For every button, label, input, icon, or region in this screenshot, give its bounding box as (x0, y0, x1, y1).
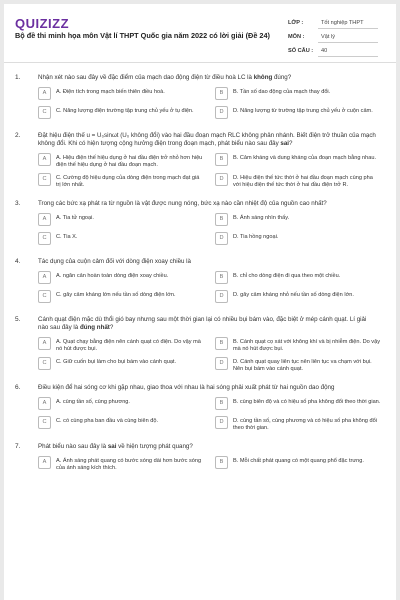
option-text: C. Tia X. (56, 234, 78, 240)
answer-options (38, 154, 382, 189)
option-letter-box[interactable]: A (38, 456, 51, 469)
answer-option-d[interactable] (215, 291, 382, 305)
meta-value: Tốt nghiệp THPT (318, 18, 378, 29)
option-letter-box[interactable]: B (215, 456, 228, 469)
option-text: A. Điện tích trong mạch biến thiên điều hoà. (56, 89, 165, 95)
option-letter-box[interactable]: B (215, 337, 228, 350)
question-number: 5. (15, 316, 21, 323)
option-text: C. Cường độ hiệu dụng của dòng điện trong mạch đạt giá trị lớn nhất. (56, 175, 200, 188)
meta-row-count (288, 44, 378, 58)
option-text: D. Cánh quạt quay liên tục nên liên tục va chạm với bụi. Nên bụi bám vào cánh quạt. (233, 359, 372, 372)
answer-option-a[interactable] (38, 398, 205, 412)
option-text: B. Mỗi chất phát quang có một quang phổ đặc trưng. (233, 458, 364, 464)
option-letter-box[interactable]: D (215, 290, 228, 303)
question-number: 1. (15, 74, 21, 81)
meta-row-subject (288, 30, 378, 44)
option-text: B. Cảm kháng và dung kháng của đoạn mạch bằng nhau. (233, 155, 377, 161)
option-letter-box[interactable]: B (215, 213, 228, 226)
option-letter-box[interactable]: D (215, 173, 228, 186)
option-text: D. cùng tần số, cùng phương và có hiệu số pha không đổi theo thời gian. (233, 418, 377, 431)
answer-option-c[interactable] (38, 417, 205, 432)
question-emphasis: sai (107, 443, 117, 450)
answer-option-d[interactable] (215, 417, 382, 432)
answer-options (38, 272, 382, 305)
option-text: D. gây cảm kháng nhỏ nếu tần số dòng điện lớn. (233, 292, 354, 298)
meta-value: Vật lý (318, 32, 378, 43)
option-letter-box[interactable]: C (38, 290, 51, 303)
question-text-part: Điều kiện để hai sóng cơ khi gặp nhau, giao thoa với nhau là hai sóng phải xuất phát từ hai nguồn dao động (38, 384, 335, 391)
question-number: 2. (15, 132, 21, 139)
meta-label: MÔN : (288, 34, 305, 40)
option-letter-box[interactable]: C (38, 357, 51, 370)
meta-value: 40 (318, 46, 378, 57)
answer-option-c[interactable] (38, 358, 205, 373)
option-text: A. Ánh sáng phát quang có bước sóng dài hơn bước sóng của ánh sáng kích thích. (56, 458, 202, 471)
question-text-part: Tác dụng của cuộn cảm đối với dòng điện xoay chiều là (38, 258, 191, 265)
option-letter-box[interactable]: C (38, 106, 51, 119)
question-1 (4, 74, 396, 121)
option-text: B. Cánh quạt cọ xát với không khí và bị nhiễm điện. Do vậy mà nó hút được bụi. (233, 339, 381, 352)
option-text: C. gây cảm kháng lớn nếu tần số dòng điện lớn. (56, 292, 176, 298)
option-text: D. Hiệu điện thế tức thời ở hai đầu đoạn mạch cùng pha với hiệu điện thế tức thời ở hai đầu điện trở R. (233, 175, 373, 188)
meta-row-class (288, 16, 378, 30)
quizizz-logo: QUIZIZZ (15, 16, 70, 31)
option-text: B. cùng biên độ và có hiệu số pha không đổi theo thời gian. (233, 399, 381, 405)
question-text-part: Nhận xét nào sau đây về đặc điểm của mạch dao động điện từ điều hoà LC là (38, 74, 254, 81)
option-letter-box[interactable]: D (215, 357, 228, 370)
question-5 (4, 316, 396, 373)
option-letter-box[interactable]: C (38, 232, 51, 245)
question-list (4, 74, 396, 483)
question-emphasis: đúng nhất (79, 324, 110, 331)
question-text (38, 443, 378, 451)
option-text: D. Tia hồng ngoại. (233, 234, 279, 240)
answer-option-a[interactable] (38, 338, 205, 353)
answer-option-c[interactable] (38, 291, 205, 305)
question-text-part: ? (109, 324, 114, 331)
question-text-part: Phát biểu nào sau đây là (38, 443, 108, 450)
question-number: 6. (15, 384, 21, 391)
answer-option-a[interactable] (38, 272, 205, 286)
answer-option-c[interactable] (38, 107, 205, 121)
question-text-part: Đặt hiệu điện thế u = U₀sinωt (U₀ không đổi) vào hai đầu đoạn mạch RLC không phân nhánh. Biết điện trở thuần của mạch không đổi. Khi có hiện tượng cộng hưởng điện trong đoạn mạch, phát biểu nào sau đây (38, 132, 376, 147)
question-number: 4. (15, 258, 21, 265)
answer-option-b[interactable] (215, 338, 382, 353)
answer-option-d[interactable] (215, 358, 382, 373)
worksheet-meta (288, 16, 378, 58)
answer-options (38, 338, 382, 373)
option-text: A. Hiệu điện thế hiệu dụng ở hai đầu điện trở nhỏ hơn hiệu điện thế hiệu dụng ở hai đầu đoạn mạch. (56, 155, 203, 168)
meta-label: LỚP : (288, 20, 304, 26)
option-letter-box[interactable]: D (215, 232, 228, 245)
meta-label: SỐ CÂU : (288, 48, 314, 54)
option-letter-box[interactable]: B (215, 87, 228, 100)
question-text (38, 200, 378, 208)
question-text (38, 384, 378, 392)
option-text: C. Giữ cuốn bụi làm cho bụi bám vào cánh quạt. (56, 359, 177, 365)
option-letter-box[interactable]: A (38, 213, 51, 226)
option-text: C. Năng lượng điện trường tập trung chủ yếu ở tụ điện. (56, 108, 194, 114)
question-text-part: Cánh quạt điện mặc dù thổi gió bay nhưng sau một thời gian lại có nhiều bụi bám vào, đặc biệt ở mép cánh quạt. Lí giải nào sau đây là (38, 316, 367, 331)
answer-option-d[interactable] (215, 107, 382, 121)
option-letter-box[interactable]: A (38, 153, 51, 166)
question-text-part: Trong các bức xạ phát ra từ nguồn là vật được nung nóng, bức xạ nào cần nhiệt độ của nguồn cao nhất? (38, 200, 327, 207)
answer-option-c[interactable] (38, 174, 205, 189)
answer-option-b[interactable] (215, 88, 382, 102)
answer-options (38, 457, 382, 472)
answer-option-c[interactable] (38, 233, 205, 247)
option-text: B. Ánh sáng nhìn thấy. (233, 215, 290, 221)
option-text: D. Năng lượng từ trường tập trung chủ yếu ở cuộn cảm. (233, 108, 373, 114)
question-text-part: về hiện tượng phát quang? (116, 443, 193, 450)
option-text: A. Tia tử ngoại. (56, 215, 94, 221)
worksheet-header (4, 4, 396, 63)
worksheet-page (4, 4, 396, 600)
answer-option-a[interactable] (38, 154, 205, 169)
option-text: B. Tần số dao động của mạch thay đổi. (233, 89, 331, 95)
answer-options (38, 88, 382, 121)
answer-option-b[interactable] (215, 154, 382, 169)
question-text-part: ? (289, 140, 293, 147)
worksheet-title: Bộ đề thi minh họa môn Vật lí THPT Quốc gia năm 2022 có lời giải (Đề 24) (15, 31, 270, 40)
answer-option-b[interactable] (215, 398, 382, 412)
question-6 (4, 384, 396, 432)
option-letter-box[interactable]: A (38, 87, 51, 100)
option-letter-box[interactable]: D (215, 106, 228, 119)
option-text: A. Quạt chạy bằng điện nên cánh quạt có điện. Do vậy mà nó hút được bụi. (56, 339, 201, 352)
question-number: 7. (15, 443, 21, 450)
option-text: C. có cùng pha ban đầu và cùng biên độ. (56, 418, 159, 424)
answer-option-b[interactable] (215, 214, 382, 228)
question-emphasis: không (253, 74, 273, 81)
option-letter-box[interactable]: D (215, 416, 228, 429)
answer-option-d[interactable] (215, 174, 382, 189)
option-text: A. ngăn cản hoàn toàn dòng điện xoay chiều. (56, 273, 169, 279)
answer-option-a[interactable] (38, 457, 205, 472)
answer-option-d[interactable] (215, 233, 382, 247)
option-letter-box[interactable]: A (38, 397, 51, 410)
answer-option-b[interactable] (215, 457, 382, 472)
answer-options (38, 398, 382, 432)
option-letter-box[interactable]: A (38, 271, 51, 284)
answer-option-a[interactable] (38, 88, 205, 102)
option-letter-box[interactable]: A (38, 337, 51, 350)
question-text (38, 258, 378, 266)
option-letter-box[interactable]: C (38, 416, 51, 429)
question-text (38, 316, 378, 332)
question-emphasis: sai (280, 140, 290, 147)
question-number: 3. (15, 200, 21, 207)
question-text (38, 132, 378, 148)
option-text: B. chỉ cho dòng điện đi qua theo một chiều. (233, 273, 341, 279)
question-7 (4, 443, 396, 472)
option-letter-box[interactable]: B (215, 153, 228, 166)
option-letter-box[interactable]: C (38, 173, 51, 186)
question-4 (4, 258, 396, 305)
option-text: A. cùng tần số, cùng phương. (56, 399, 130, 405)
option-letter-box[interactable]: B (215, 397, 228, 410)
answer-option-a[interactable] (38, 214, 205, 228)
answer-options (38, 214, 382, 247)
question-text (38, 74, 378, 82)
question-3 (4, 200, 396, 247)
question-text-part: đúng? (272, 74, 292, 81)
question-2 (4, 132, 396, 189)
option-letter-box[interactable]: B (215, 271, 228, 284)
answer-option-b[interactable] (215, 272, 382, 286)
